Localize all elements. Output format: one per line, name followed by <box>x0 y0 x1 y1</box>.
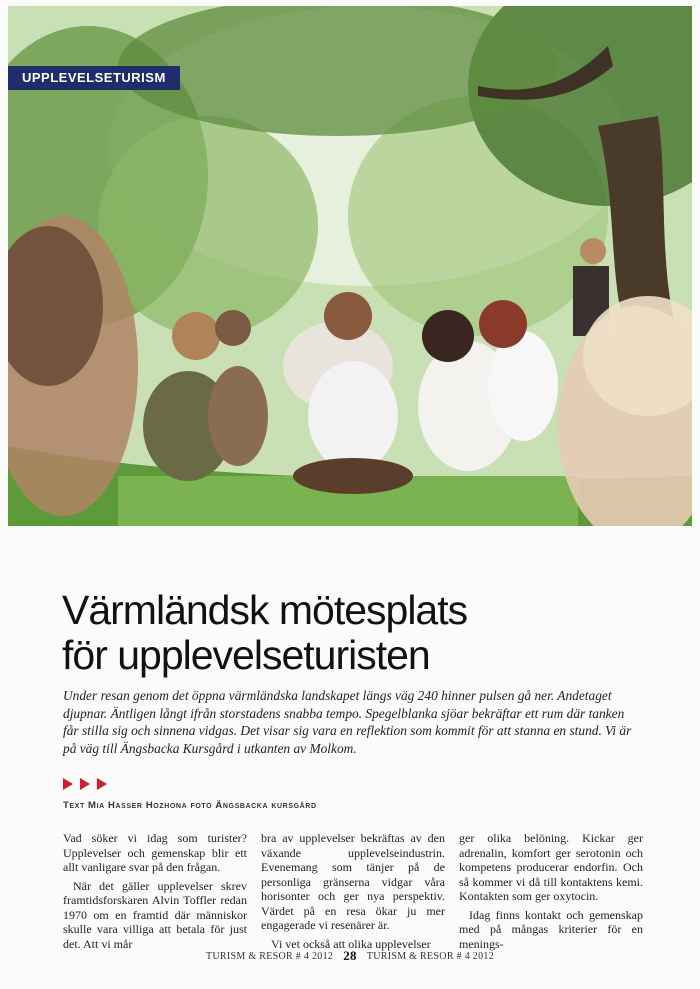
body-paragraph: När det gäller upplevelser skrev framtidsforskaren Alvin Toffler redan 1970 om en framtid där människor skulle vara villiga att betala för just det. Att vi mår <box>63 878 247 951</box>
lead-paragraph: Under resan genom det öppna värmländska landskapet längs väg 240 hinner pulsen gå ner. Andetaget djupnar. Äntligen långt ifrån storstadens snabba tempo. Spegelblanka sjöar bekräftar ett rum där tanken får stilla sig och sinnena vidgas. Det visar sig vara en reflektion som kommit för att stanna en stund. Vi är på väg till Ängsbacka Kursgård i utkanten av Molkom. <box>63 688 632 756</box>
page-footer <box>0 948 700 964</box>
headline-line-2: för upplevelseturisten <box>62 632 430 678</box>
arrow-right-icon <box>97 778 107 790</box>
footer-magazine-right: TURISM & RESOR # 4 2012 <box>366 950 494 962</box>
arrow-markers <box>63 778 111 792</box>
article-headline <box>62 588 642 678</box>
arrow-right-icon <box>80 778 90 790</box>
headline-line-1: Värmländsk mötesplats <box>62 587 468 633</box>
body-paragraph: ger olika belöning. Kickar ger adrenalin, komfort ger serotonin och kompetens producerar endorfin. Och så kommer vi då till kontaktens kemi. Kontakten som ger oxytocin. <box>459 831 643 903</box>
arrow-right-icon <box>63 778 73 790</box>
body-paragraph: Vad söker vi idag som turister? Upplevelser och gemenskap blir ett allt vanligare svar på den frågan. <box>63 831 247 874</box>
footer-magazine-left: TURISM & RESOR # 4 2012 <box>205 950 334 962</box>
section-kicker: UPPLEVELSETURISM <box>8 66 180 90</box>
body-paragraph: Idag finns kontakt och gemenskap med på mångas kriterier för en menings- <box>459 907 643 951</box>
body-paragraph: bra av upplevelser bekräftas av den växande upplevelseindustrin. Evenemang som tänjer på de personliga gränserna vidgar våra horisonter och ger nya perspektiv. Värdet på en resa ökar ju mer engagerade vi resenärer är. <box>261 831 445 932</box>
body-columns <box>63 831 645 951</box>
byline: Text Mia Hasser Hozhona foto Ängsbacka kursgård <box>63 800 317 811</box>
body-column-3 <box>459 831 643 951</box>
body-paragraph: Vi vet också att olika upplevelser <box>271 936 431 951</box>
page-number: 28 <box>343 948 357 963</box>
body-column-1 <box>63 831 247 951</box>
body-column-2 <box>261 831 445 951</box>
